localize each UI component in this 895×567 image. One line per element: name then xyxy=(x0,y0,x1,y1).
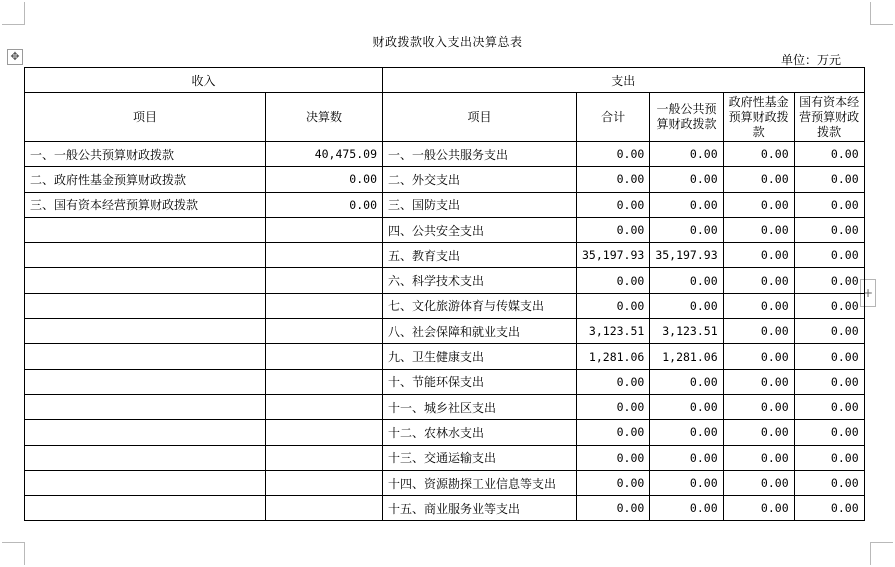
exp-fund-cell: 0.00 xyxy=(723,268,794,293)
exp-total-cell: 0.00 xyxy=(577,394,650,419)
exp-total-cell: 0.00 xyxy=(577,470,650,495)
exp-state-cell: 0.00 xyxy=(794,496,864,521)
exp-general-cell: 0.00 xyxy=(650,420,723,445)
exp-total-cell: 1,281.06 xyxy=(577,344,650,369)
exp-fund-cell: 0.00 xyxy=(723,496,794,521)
income-amount-cell xyxy=(266,394,383,419)
exp-state-cell: 0.00 xyxy=(794,445,864,470)
exp-general-cell: 3,123.51 xyxy=(650,319,723,344)
exp-total-cell: 0.00 xyxy=(577,445,650,470)
exp-state-cell: 0.00 xyxy=(794,167,864,192)
crop-mark-top-left xyxy=(2,2,25,25)
exp-state-cell: 0.00 xyxy=(794,293,864,318)
exp-state-cell: 0.00 xyxy=(794,420,864,445)
table-row xyxy=(25,420,865,445)
income-amount-cell: 0.00 xyxy=(266,167,383,192)
exp-state-cell: 0.00 xyxy=(794,217,864,242)
table-row xyxy=(25,394,865,419)
exp-fund-cell: 0.00 xyxy=(723,217,794,242)
exp-fund-cell: 0.00 xyxy=(723,344,794,369)
exp-total-cell: 35,197.93 xyxy=(577,243,650,268)
exp-general-cell: 0.00 xyxy=(650,369,723,394)
exp-state-cell: 0.00 xyxy=(794,344,864,369)
exp-general-cell: 0.00 xyxy=(650,496,723,521)
header-income-amount: 决算数 xyxy=(266,93,383,142)
exp-general-cell: 1,281.06 xyxy=(650,344,723,369)
header-row-groups xyxy=(25,68,865,93)
exp-fund-cell: 0.00 xyxy=(723,243,794,268)
exp-general-cell: 0.00 xyxy=(650,293,723,318)
exp-item-cell: 十、节能环保支出 xyxy=(383,369,577,394)
income-amount-cell xyxy=(266,243,383,268)
exp-state-cell: 0.00 xyxy=(794,268,864,293)
exp-state-cell: 0.00 xyxy=(794,470,864,495)
add-column-button[interactable]: + xyxy=(860,279,876,307)
exp-item-cell: 十四、资源勘探工业信息等支出 xyxy=(383,470,577,495)
document-title: 财政拨款收入支出决算总表 xyxy=(372,35,523,49)
exp-state-cell: 0.00 xyxy=(794,319,864,344)
exp-item-cell: 五、教育支出 xyxy=(383,243,577,268)
header-exp-state: 国有资本经营预算财政拨款 xyxy=(794,93,864,142)
exp-fund-cell: 0.00 xyxy=(723,445,794,470)
exp-item-cell: 七、文化旅游体育与传媒支出 xyxy=(383,293,577,318)
header-exp-item: 项目 xyxy=(383,93,577,142)
exp-fund-cell: 0.00 xyxy=(723,420,794,445)
exp-total-cell: 0.00 xyxy=(577,268,650,293)
exp-total-cell: 0.00 xyxy=(577,369,650,394)
table-move-handle-icon[interactable]: ✥ xyxy=(7,49,23,65)
table-row xyxy=(25,369,865,394)
income-amount-cell xyxy=(266,496,383,521)
income-item-cell xyxy=(25,470,266,495)
income-item-cell xyxy=(25,369,266,394)
income-item-cell: 一、一般公共预算财政拨款 xyxy=(25,142,266,167)
exp-fund-cell: 0.00 xyxy=(723,394,794,419)
exp-item-cell: 九、卫生健康支出 xyxy=(383,344,577,369)
exp-item-cell: 二、外交支出 xyxy=(383,167,577,192)
income-item-cell: 三、国有资本经营预算财政拨款 xyxy=(25,192,266,217)
exp-general-cell: 35,197.93 xyxy=(650,243,723,268)
income-amount-cell xyxy=(266,369,383,394)
exp-item-cell: 六、科学技术支出 xyxy=(383,268,577,293)
income-item-cell xyxy=(25,496,266,521)
table-row xyxy=(25,243,865,268)
header-exp-total: 合计 xyxy=(577,93,650,142)
income-amount-cell xyxy=(266,217,383,242)
income-amount-cell xyxy=(266,293,383,318)
exp-fund-cell: 0.00 xyxy=(723,319,794,344)
header-income: 收入 xyxy=(25,68,383,93)
table-row xyxy=(25,319,865,344)
header-exp-fund: 政府性基金预算财政拨款 xyxy=(723,93,794,142)
table-row xyxy=(25,496,865,521)
exp-total-cell: 0.00 xyxy=(577,192,650,217)
exp-total-cell: 0.00 xyxy=(577,142,650,167)
exp-item-cell: 四、公共安全支出 xyxy=(383,217,577,242)
income-amount-cell xyxy=(266,268,383,293)
exp-fund-cell: 0.00 xyxy=(723,142,794,167)
exp-state-cell: 0.00 xyxy=(794,394,864,419)
exp-general-cell: 0.00 xyxy=(650,394,723,419)
exp-item-cell: 三、国防支出 xyxy=(383,192,577,217)
table-row xyxy=(25,167,865,192)
exp-general-cell: 0.00 xyxy=(650,217,723,242)
exp-general-cell: 0.00 xyxy=(650,445,723,470)
crop-mark-top-right xyxy=(870,2,893,25)
exp-item-cell: 十二、农林水支出 xyxy=(383,420,577,445)
table-row xyxy=(25,293,865,318)
table-row xyxy=(25,470,865,495)
exp-state-cell: 0.00 xyxy=(794,142,864,167)
header-row-columns xyxy=(25,93,865,142)
exp-state-cell: 0.00 xyxy=(794,243,864,268)
income-item-cell xyxy=(25,217,266,242)
exp-state-cell: 0.00 xyxy=(794,192,864,217)
income-item-cell xyxy=(25,319,266,344)
exp-general-cell: 0.00 xyxy=(650,142,723,167)
income-item-cell xyxy=(25,445,266,470)
income-item-cell xyxy=(25,344,266,369)
crop-mark-bottom-left xyxy=(2,542,25,565)
income-item-cell: 二、政府性基金预算财政拨款 xyxy=(25,167,266,192)
exp-item-cell: 八、社会保障和就业支出 xyxy=(383,319,577,344)
table-row xyxy=(25,192,865,217)
unit-label: 单位：万元 xyxy=(780,53,841,67)
table-row xyxy=(25,344,865,369)
exp-general-cell: 0.00 xyxy=(650,470,723,495)
income-amount-cell xyxy=(266,470,383,495)
exp-total-cell: 0.00 xyxy=(577,496,650,521)
income-amount-cell xyxy=(266,420,383,445)
table-row xyxy=(25,268,865,293)
income-amount-cell: 0.00 xyxy=(266,192,383,217)
header-exp-general: 一般公共预算财政拨款 xyxy=(650,93,723,142)
exp-fund-cell: 0.00 xyxy=(723,470,794,495)
exp-fund-cell: 0.00 xyxy=(723,369,794,394)
exp-total-cell: 0.00 xyxy=(577,167,650,192)
exp-total-cell: 0.00 xyxy=(577,293,650,318)
income-item-cell xyxy=(25,268,266,293)
income-amount-cell xyxy=(266,344,383,369)
exp-general-cell: 0.00 xyxy=(650,167,723,192)
income-item-cell xyxy=(25,394,266,419)
exp-general-cell: 0.00 xyxy=(650,268,723,293)
income-item-cell xyxy=(25,293,266,318)
header-expenditure: 支出 xyxy=(383,68,865,93)
exp-total-cell: 0.00 xyxy=(577,420,650,445)
header-income-item: 项目 xyxy=(25,93,266,142)
income-amount-cell: 40,475.09 xyxy=(266,142,383,167)
income-item-cell xyxy=(25,243,266,268)
exp-item-cell: 一、一般公共服务支出 xyxy=(383,142,577,167)
exp-total-cell: 0.00 xyxy=(577,217,650,242)
crop-mark-bottom-right xyxy=(870,542,893,565)
table-row xyxy=(25,217,865,242)
exp-state-cell: 0.00 xyxy=(794,369,864,394)
exp-fund-cell: 0.00 xyxy=(723,192,794,217)
income-item-cell xyxy=(25,420,266,445)
income-amount-cell xyxy=(266,445,383,470)
exp-fund-cell: 0.00 xyxy=(723,167,794,192)
budget-summary-table xyxy=(24,67,865,521)
table-row xyxy=(25,142,865,167)
exp-total-cell: 3,123.51 xyxy=(577,319,650,344)
exp-fund-cell: 0.00 xyxy=(723,293,794,318)
exp-item-cell: 十一、城乡社区支出 xyxy=(383,394,577,419)
exp-item-cell: 十五、商业服务业等支出 xyxy=(383,496,577,521)
income-amount-cell xyxy=(266,319,383,344)
table-row xyxy=(25,445,865,470)
exp-item-cell: 十三、交通运输支出 xyxy=(383,445,577,470)
exp-general-cell: 0.00 xyxy=(650,192,723,217)
